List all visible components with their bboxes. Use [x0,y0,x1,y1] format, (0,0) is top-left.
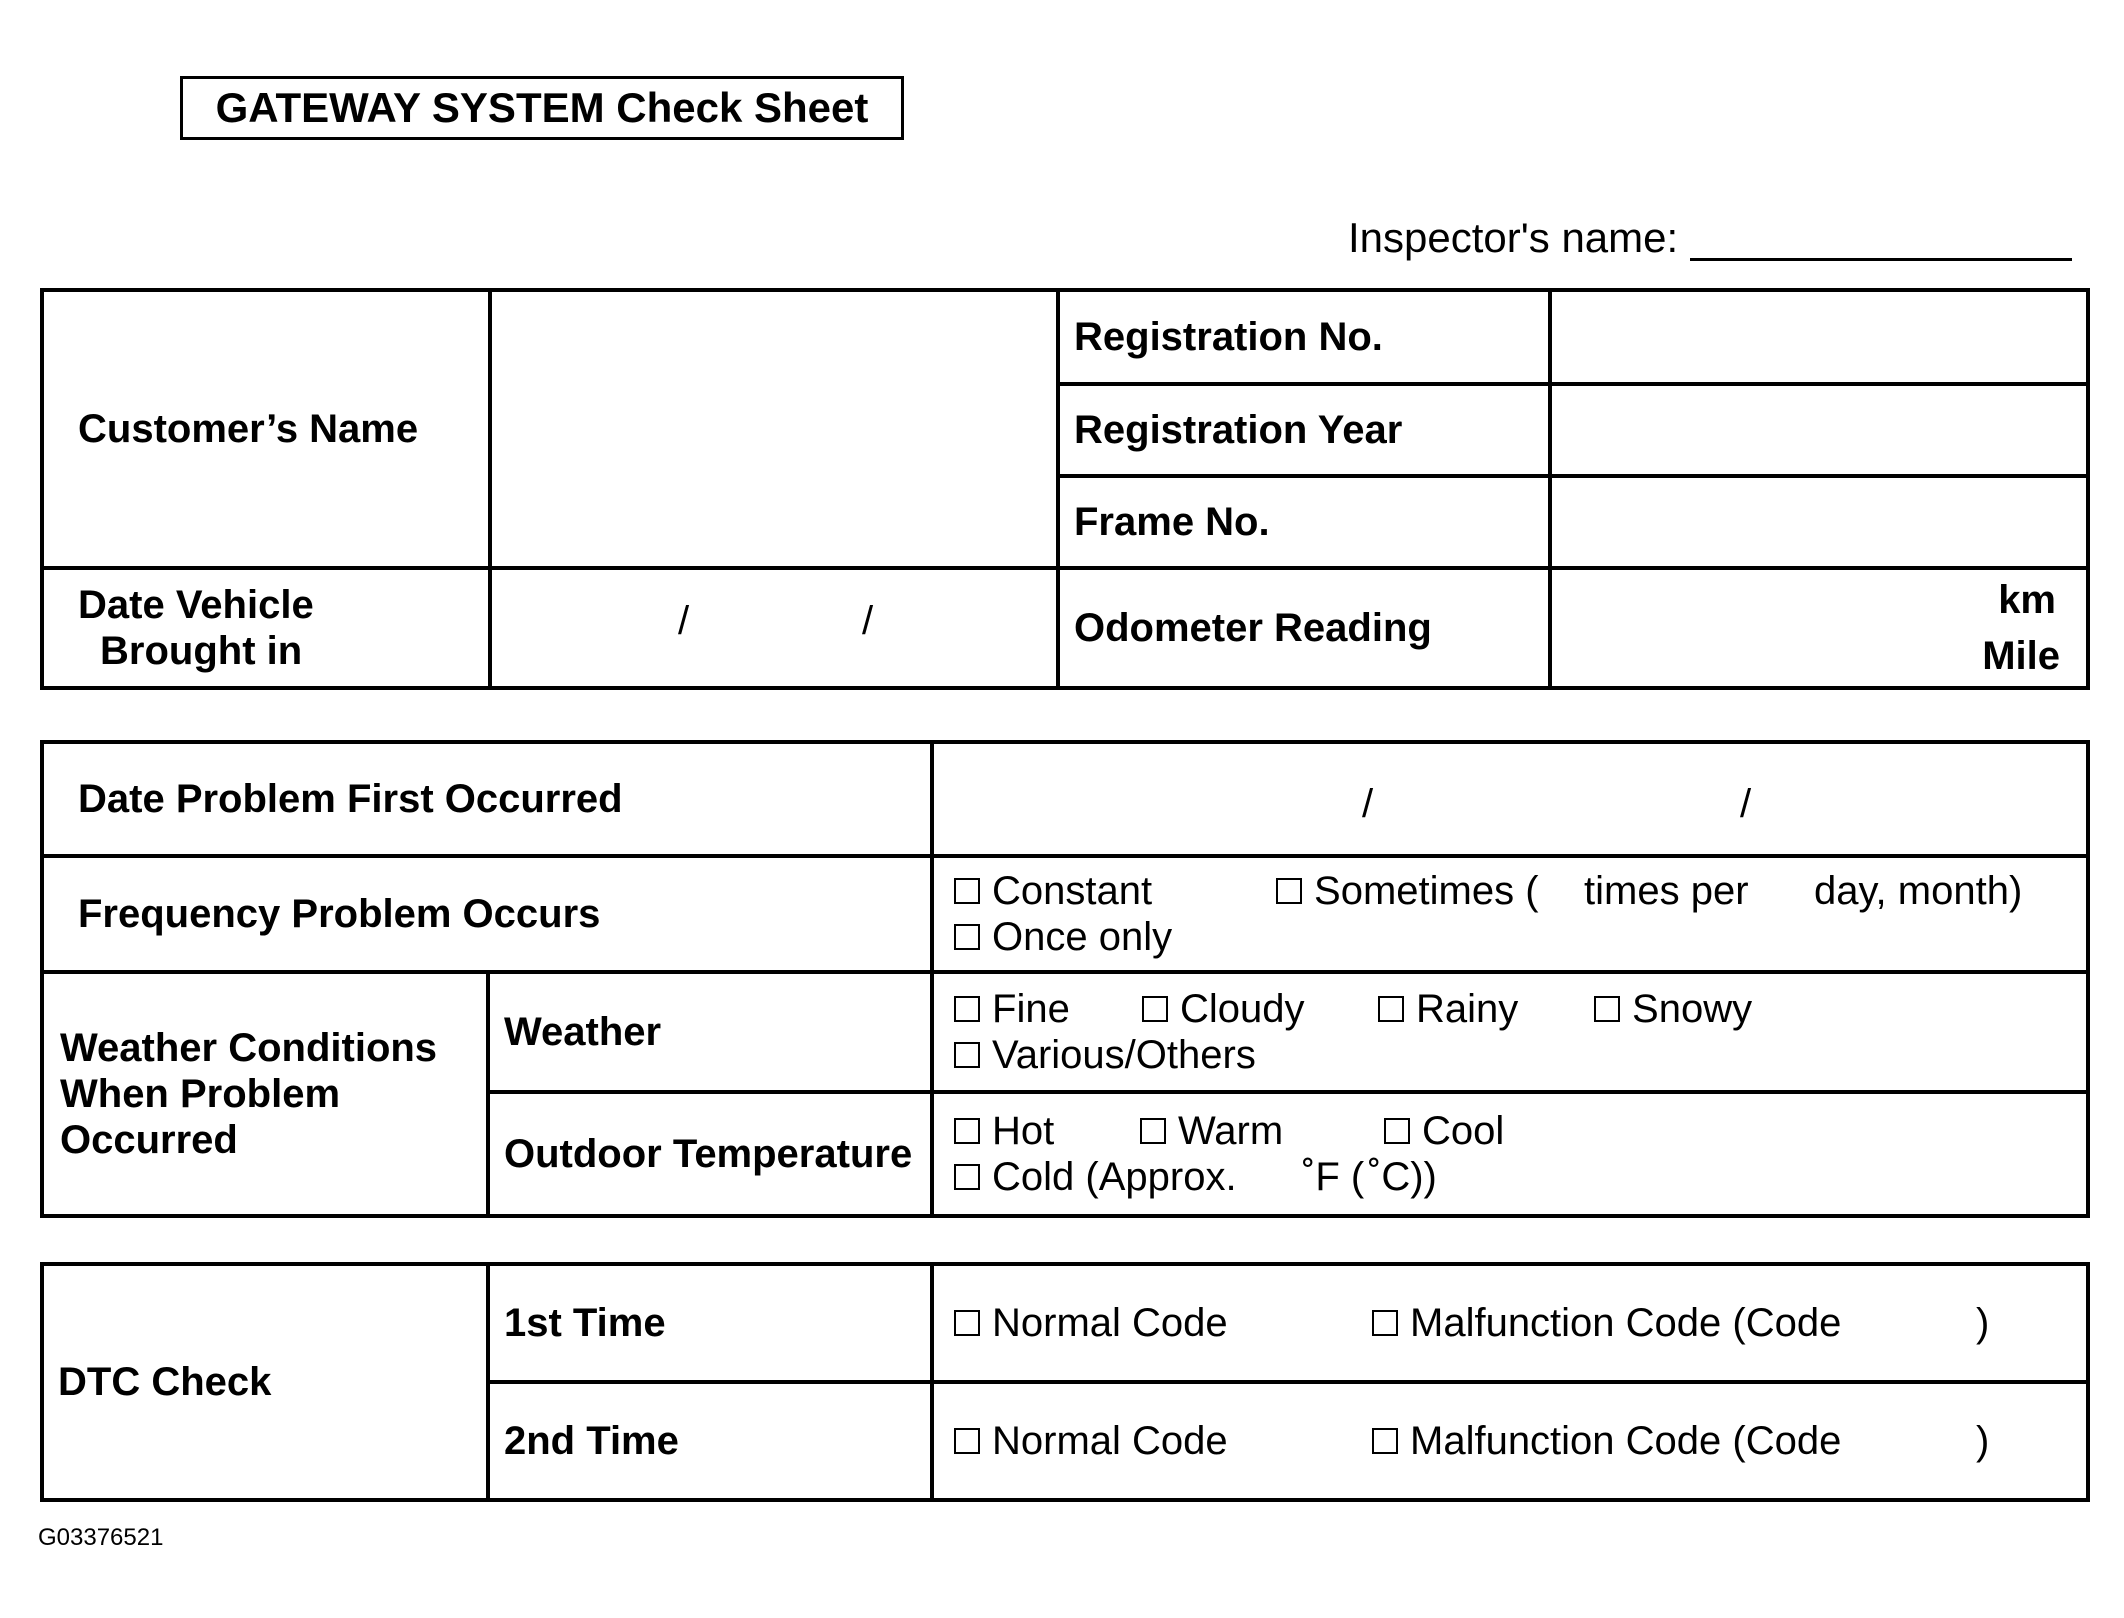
option-sometimes: Sometimes ( [1314,869,1539,913]
second-time-options [932,1382,2088,1500]
checkbox-various[interactable] [954,1042,980,1068]
unit-mile: Mile [1982,634,2060,678]
outdoor-temperature-label: Outdoor Temperature [488,1092,932,1216]
checkbox-constant[interactable] [954,878,980,904]
option-rainy: Rainy [1416,987,1519,1031]
first-time-options [932,1264,2088,1382]
checkbox-cold[interactable] [954,1164,980,1190]
checkbox-second-malfunction[interactable] [1372,1428,1398,1454]
odometer-field[interactable] [1550,568,2088,688]
checkbox-first-normal[interactable] [954,1310,980,1336]
option-once-only: Once only [992,915,1173,959]
second-normal-code: Normal Code [992,1419,1228,1463]
checkbox-cloudy[interactable] [1142,996,1168,1022]
weather-conditions-label [42,972,488,1216]
weather-conditions-line3: Occurred [60,1118,238,1162]
checkbox-warm[interactable] [1140,1118,1166,1144]
weather-label: Weather [488,972,932,1092]
checkbox-sometimes[interactable] [1276,878,1302,904]
registration-no-label: Registration No. [1058,290,1550,384]
dtc-check-table [40,1262,2090,1502]
option-day-month: day, month) [1814,869,2023,913]
option-times-per: times per [1584,869,1749,913]
checkbox-snowy[interactable] [1594,996,1620,1022]
first-close-paren: ) [1976,1301,1990,1345]
date-vehicle-label [42,568,490,688]
registration-year-label: Registration Year [1058,384,1550,476]
option-various: Various/Others [992,1033,1256,1077]
temperature-options [932,1092,2088,1216]
first-normal-code: Normal Code [992,1301,1228,1345]
weather-conditions-line2: When Problem [60,1072,341,1116]
option-warm: Warm [1178,1109,1284,1153]
checkbox-once-only[interactable] [954,924,980,950]
first-time-label: 1st Time [488,1264,932,1382]
date-slash-2: / [862,599,874,643]
figure-code: G03376521 [38,1524,164,1551]
option-cool: Cool [1422,1109,1505,1153]
date-problem-field[interactable] [932,742,2088,856]
second-close-paren: ) [1976,1419,1990,1463]
date-vehicle-label-line2: Brought in [100,629,303,673]
unit-km: km [1998,578,2056,622]
date-vehicle-field[interactable] [490,568,1058,688]
dtc-check-label: DTC Check [42,1264,488,1500]
vehicle-info-table [40,288,2090,690]
inspector-label: Inspector's name: [1348,214,1679,261]
checkbox-first-malfunction[interactable] [1372,1310,1398,1336]
first-malfunction-code: Malfunction Code (Code [1410,1301,1842,1345]
problem-conditions-table [40,740,2090,1218]
option-fine: Fine [992,987,1070,1031]
frequency-label: Frequency Problem Occurs [42,856,932,972]
registration-year-field[interactable] [1550,384,2088,476]
customer-name-field[interactable] [490,290,1058,568]
checkbox-second-normal[interactable] [954,1428,980,1454]
checkbox-hot[interactable] [954,1118,980,1144]
checkbox-cool[interactable] [1384,1118,1410,1144]
frame-no-label: Frame No. [1058,476,1550,568]
unit-fahrenheit: ˚F ( [1302,1155,1365,1199]
option-hot: Hot [992,1109,1055,1153]
date-slash-1: / [678,599,690,643]
second-malfunction-code: Malfunction Code (Code [1410,1419,1842,1463]
frequency-options [932,856,2088,972]
problem-date-slash-1: / [1362,782,1374,826]
option-cold: Cold (Approx. [992,1155,1237,1199]
date-vehicle-label-line1: Date Vehicle [78,583,314,627]
problem-date-slash-2: / [1740,782,1752,826]
second-time-label: 2nd Time [488,1382,932,1500]
frame-no-field[interactable] [1550,476,2088,568]
option-snowy: Snowy [1632,987,1753,1031]
checkbox-fine[interactable] [954,996,980,1022]
option-constant: Constant [992,869,1153,913]
odometer-label: Odometer Reading [1058,568,1550,688]
inspector-name-line[interactable] [1690,258,2072,261]
option-cloudy: Cloudy [1180,987,1305,1031]
checkbox-rainy[interactable] [1378,996,1404,1022]
customer-name-label: Customer’s Name [42,290,490,568]
registration-no-field[interactable] [1550,290,2088,384]
date-problem-label: Date Problem First Occurred [42,742,932,856]
unit-celsius: ˚C)) [1368,1155,1437,1199]
weather-options [932,972,2088,1092]
weather-conditions-line1: Weather Conditions [60,1026,438,1070]
sheet-title: GATEWAY SYSTEM Check Sheet [180,76,904,140]
